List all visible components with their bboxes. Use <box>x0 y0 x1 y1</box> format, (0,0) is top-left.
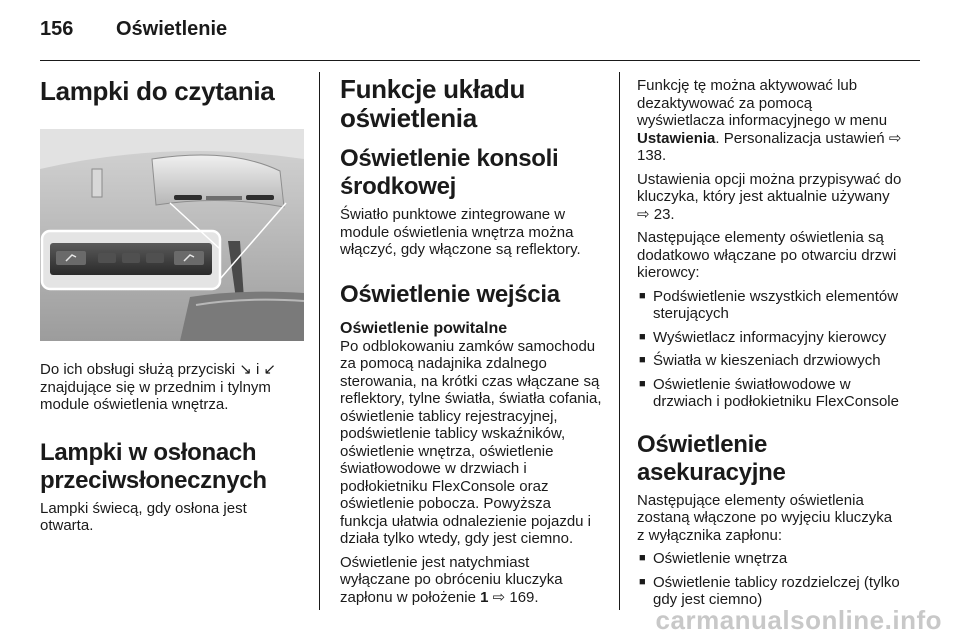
heading-welcome-lighting: Oświetlenie powitalne <box>340 319 508 337</box>
door-open-text: Następujące elementy oświetlenia są dodatkowo włączane po otwarciu drzwi kierowcy: <box>637 229 897 281</box>
list-item: ■ Oświetlenie wnętrza <box>639 550 788 567</box>
heading-entry-lighting: Oświetlenie wejścia <box>340 280 560 308</box>
activate-text-b: . Personalizacja ustawień <box>715 129 885 147</box>
lamp-front-icon: ↘ <box>239 361 252 378</box>
list-item: ■ Podświetlenie wszystkich elementów sterujących <box>639 287 899 322</box>
menu-settings: Ustawienia <box>637 129 716 147</box>
reading-lamp-text-b: i <box>256 361 260 378</box>
list-item: ■ Wyświetlacz informacyjny kierowcy <box>639 328 887 346</box>
welcome-lighting-text: Po odblokowaniu zamków samochodu za pomocą nadajnika zdalnego sterowania, na krótki czas włączane są reflektory, tylne światła, światła cofania, oświetlenie tablicy rejestracyjnej, podświetlenie tablicy wskaźników, oświetlenie wnętrza, oświetlenie światłowodowe w drzwiach i podłokietniku FlexConsole oraz oświetlenie pobocza. Powyższa funkcja ułatwia odnalezienie pojazdu i działa tylko wtedy, gdy jest ciemno. <box>340 337 602 547</box>
activate-text <box>637 77 903 165</box>
key-assign-text <box>637 171 903 224</box>
column-left <box>40 72 304 535</box>
safety-lighting-text: Następujące elementy oświetlenia zostaną włączone po wyjęciu kluczyka z wyłącznika zapłonu: <box>637 491 893 544</box>
page-ref-138: 138. <box>637 147 667 164</box>
bullet-icon: ■ <box>639 354 646 366</box>
list-item: ■ Światła w kieszeniach drzwiowych <box>639 352 881 369</box>
page-ref-169: 169. <box>509 588 539 606</box>
ignition-position: 1 <box>480 588 489 606</box>
column-middle <box>340 72 602 606</box>
switch-off-text-a: Oświetlenie jest natychmiast wyłączane po obróceniu kluczyka zapłonu w położenie <box>340 553 563 606</box>
heading-lighting-features: Funkcje układu oświetlenia <box>340 74 526 133</box>
reading-lamp-text-c: znajdujące się w przednim i tylnym module oświetlenia wnętrza. <box>40 378 271 413</box>
bullet-icon: ■ <box>639 377 646 390</box>
page-header <box>40 18 227 48</box>
key-assign-text-a: Ustawienia opcji można przypisywać do kluczyka, który jest aktualnie używany <box>637 170 902 205</box>
activate-text-a: Funkcję tę można aktywować lub dezaktywować za pomocą wyświetlacza informacyjnego w menu <box>637 77 888 129</box>
reading-lamp-text-a: Do ich obsługi służą przyciski <box>40 361 236 378</box>
heading-sun-visor-lamps: Lampki w osłonach przeciwsłonecznych <box>40 438 267 494</box>
reading-lamp-photo <box>40 129 304 341</box>
section-title: Oświetlenie <box>116 18 228 40</box>
safety-list <box>637 550 903 609</box>
bullet-icon: ■ <box>639 575 646 588</box>
reading-lamp-illustration <box>40 129 304 341</box>
ref-arrow-icon: ⇨ <box>888 129 902 147</box>
switch-off-text <box>340 554 602 607</box>
console-lighting-text: Światło punktowe zintegrowane w module oświetlenia wnętrza można włączyć, gdy włączone są reflektory. <box>340 206 581 258</box>
page-number: 156 <box>40 18 74 40</box>
heading-console-lighting: Oświetlenie konsoli środkowej <box>340 145 559 200</box>
lamp-rear-icon: ↙ <box>263 361 277 378</box>
column-divider-1 <box>319 72 320 610</box>
heading-safety-lighting: Oświetlenie asekuracyjne <box>637 430 786 486</box>
header-rule <box>40 60 920 61</box>
bullet-icon: ■ <box>639 330 646 343</box>
watermark: carmanualsonline.info <box>655 605 942 635</box>
list-item: ■ Oświetlenie światłowodowe w drzwiach i podłokietniku FlexConsole <box>639 375 899 410</box>
column-divider-2 <box>619 72 620 610</box>
sun-visor-text: Lampki świecą, gdy osłona jest otwarta. <box>40 499 247 534</box>
heading-reading-lamps: Lampki do czytania <box>40 76 275 106</box>
reading-lamp-text <box>40 361 304 414</box>
page-ref-23: 23. <box>653 205 675 223</box>
list-item: ■ Oświetlenie tablicy rozdzielczej (tylko gdy jest ciemno) <box>639 573 900 608</box>
ref-arrow-icon: ⇨ <box>492 588 506 606</box>
column-right <box>637 72 903 609</box>
door-open-list <box>637 288 903 411</box>
ref-arrow-icon: ⇨ <box>637 205 650 223</box>
bullet-icon: ■ <box>639 289 646 302</box>
bullet-icon: ■ <box>639 552 646 564</box>
